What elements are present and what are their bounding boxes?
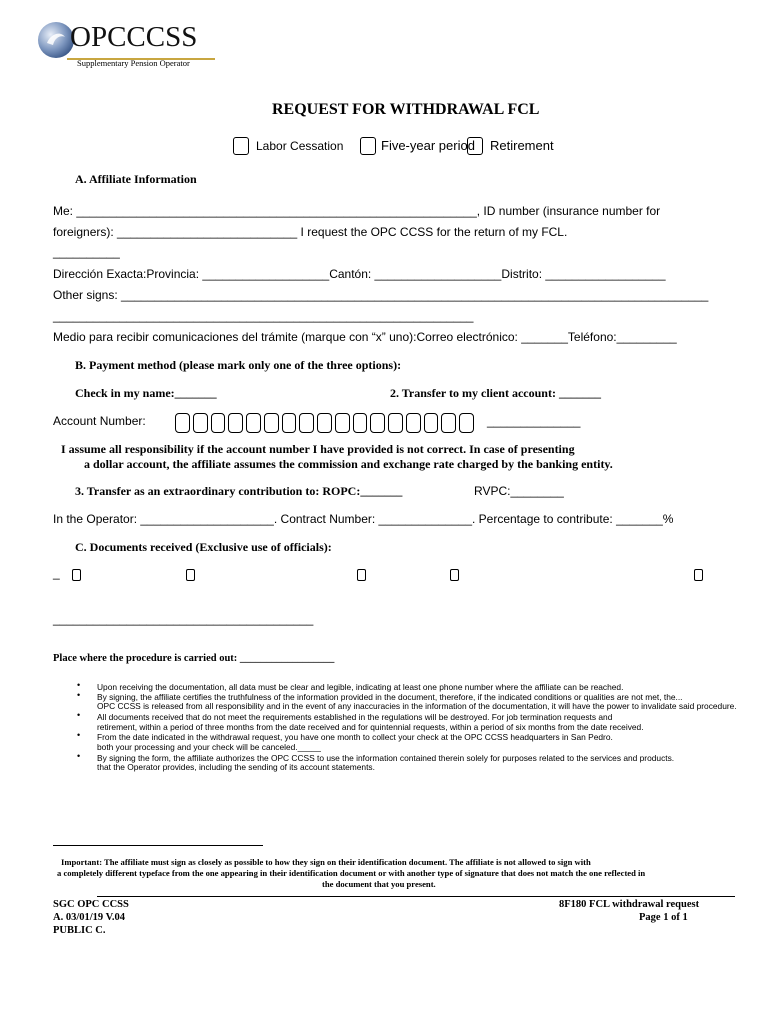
official-signature-line[interactable]: _______________________________________	[53, 612, 314, 626]
check-option[interactable]: Check in my name:_______	[75, 386, 217, 400]
account-digit-box[interactable]	[246, 413, 261, 433]
note-line: that the Operator provides, including the sending of its account statements.	[97, 762, 375, 772]
account-digit-box[interactable]	[317, 413, 332, 433]
page-title: REQUEST FOR WITHDRAWAL FCL	[272, 101, 540, 118]
note-line: both your processing and your check will be canceled._____	[97, 742, 321, 752]
footer-divider	[97, 896, 735, 897]
retirement-checkbox[interactable]	[467, 137, 483, 155]
footer-page-number: Page 1 of 1	[639, 912, 688, 923]
account-digit-box[interactable]	[228, 413, 243, 433]
bullet-icon: •	[77, 690, 81, 700]
account-number-label: Account Number:	[53, 414, 146, 428]
five-year-checkbox[interactable]	[360, 137, 376, 155]
footer-org: SGC OPC CCSS	[53, 899, 129, 910]
section-b-heading: B. Payment method (please mark only one of the three options):	[75, 358, 402, 372]
responsibility-text-1: I assume all responsibility if the account number I have provided is not correct. In case of presenting	[61, 442, 575, 456]
important-line-2: a completely different typeface from the one appearing in their identification document or with another type of signature that does not match the one reflected in	[57, 868, 646, 878]
labor-cessation-checkbox[interactable]	[233, 137, 249, 155]
footer-classification: PUBLIC C.	[53, 925, 106, 936]
other-signs-continuation[interactable]: _______________________________________________________________	[53, 309, 474, 323]
note-line: By signing the form, the affiliate authorizes the OPC CCSS to use the information contained therein solely for purposes related to the services and products.	[97, 753, 675, 763]
retirement-label: Retirement	[490, 138, 554, 153]
account-number-boxes[interactable]	[175, 413, 477, 435]
note-line: retirement, within a period of three months from the date received and for quintennial requests, within a period of six months from the date received.	[97, 722, 644, 732]
bullet-icon: •	[77, 680, 81, 690]
bullet-icon: •	[77, 751, 81, 761]
other-signs-field[interactable]: Other signs: ________________________________________________________________________________________	[53, 288, 709, 302]
important-line-3: the document that you present.	[322, 879, 436, 889]
account-digit-box[interactable]	[264, 413, 279, 433]
document-checkbox-3[interactable]	[357, 569, 366, 581]
section-c-heading: C. Documents received (Exclusive use of officials):	[75, 540, 332, 554]
note-line: By signing, the affiliate certifies the truthfulness of the information provided in the document, therefore, if the indicated conditions or qualities are not met, the...	[97, 692, 683, 702]
section-a-heading: A. Affiliate Information	[75, 172, 197, 186]
note-line: From the date indicated in the withdrawal request, you have one month to collect your check at the OPC CCSS headquarters in San Pedro.	[97, 732, 613, 742]
account-digit-box[interactable]	[175, 413, 190, 433]
note-line: Upon receiving the documentation, all data must be clear and legible, indicating at least one phone number where the affiliate can be reached.	[97, 682, 624, 692]
account-digit-box[interactable]	[459, 413, 474, 433]
operator-field[interactable]: In the Operator: ____________________. Contract Number: ______________. Percentage to contribute: _______%	[53, 512, 674, 526]
account-digit-box[interactable]	[370, 413, 385, 433]
account-extra-field[interactable]: ______________	[487, 414, 581, 428]
document-checkbox-2[interactable]	[186, 569, 195, 581]
labor-cessation-label: Labor Cessation	[256, 139, 344, 153]
address-field[interactable]: Dirección Exacta:Provincia: ___________________Cantón: ___________________Distrito: __________________	[53, 267, 666, 281]
id-field-continuation[interactable]: __________	[53, 245, 120, 259]
bullet-icon: •	[77, 730, 81, 740]
account-digit-box[interactable]	[211, 413, 226, 433]
account-digit-box[interactable]	[441, 413, 456, 433]
name-field[interactable]: Me: ____________________________________________________________, ID number (insurance number for	[53, 204, 661, 218]
account-digit-box[interactable]	[282, 413, 297, 433]
rvpc-field[interactable]: RVPC:________	[474, 484, 564, 498]
logo-subtitle: Supplementary Pension Operator	[77, 58, 190, 68]
account-digit-box[interactable]	[388, 413, 403, 433]
note-line: OPC CCSS is released from all responsibility and in the event of any inaccuracies in the information of the documentation, it will have the power to invalidate said procedure.	[97, 701, 737, 711]
document-checkbox-1[interactable]	[72, 569, 81, 581]
responsibility-text-2: a dollar account, the affiliate assumes the commission and exchange rate charged by the banking entity.	[84, 457, 613, 471]
account-digit-box[interactable]	[406, 413, 421, 433]
account-digit-box[interactable]	[353, 413, 368, 433]
communication-field[interactable]: Medio para recibir comunicaciones del trámite (marque con “x” uno):Correo electrónico: _______Teléfono:_________	[53, 330, 677, 344]
document-checkbox-5[interactable]	[694, 569, 703, 581]
account-digit-box[interactable]	[335, 413, 350, 433]
account-digit-box[interactable]	[193, 413, 208, 433]
important-line-1: Important: The affiliate must sign as closely as possible to how they sign on their identification document. The affiliate is not allowed to sign with	[61, 857, 591, 867]
account-digit-box[interactable]	[299, 413, 314, 433]
five-year-label: Five-year period	[381, 138, 475, 153]
footer-version: A. 03/01/19 V.04	[53, 912, 125, 923]
id-field[interactable]: foreigners): ___________________________ I request the OPC CCSS for the return of my FCL.	[53, 225, 568, 239]
note-line: All documents received that do not meet the requirements established in the regulations will be destroyed. For job termination requests and	[97, 712, 613, 722]
document-checkbox-4[interactable]	[450, 569, 459, 581]
extraordinary-contribution-option[interactable]: 3. Transfer as an extraordinary contribution to: ROPC:_______	[75, 484, 403, 498]
bullet-icon: •	[77, 710, 81, 720]
documents-dash: _	[53, 566, 60, 580]
affiliate-signature-line[interactable]	[53, 845, 263, 846]
account-digit-box[interactable]	[424, 413, 439, 433]
footer-doc-name: 8F180 FCL withdrawal request	[559, 899, 700, 910]
transfer-option[interactable]: 2. Transfer to my client account: _______	[390, 386, 601, 400]
logo-text: OPCCCSS	[70, 21, 198, 53]
procedure-place-field[interactable]: Place where the procedure is carried out: __________________	[53, 653, 335, 664]
logo	[37, 21, 217, 69]
